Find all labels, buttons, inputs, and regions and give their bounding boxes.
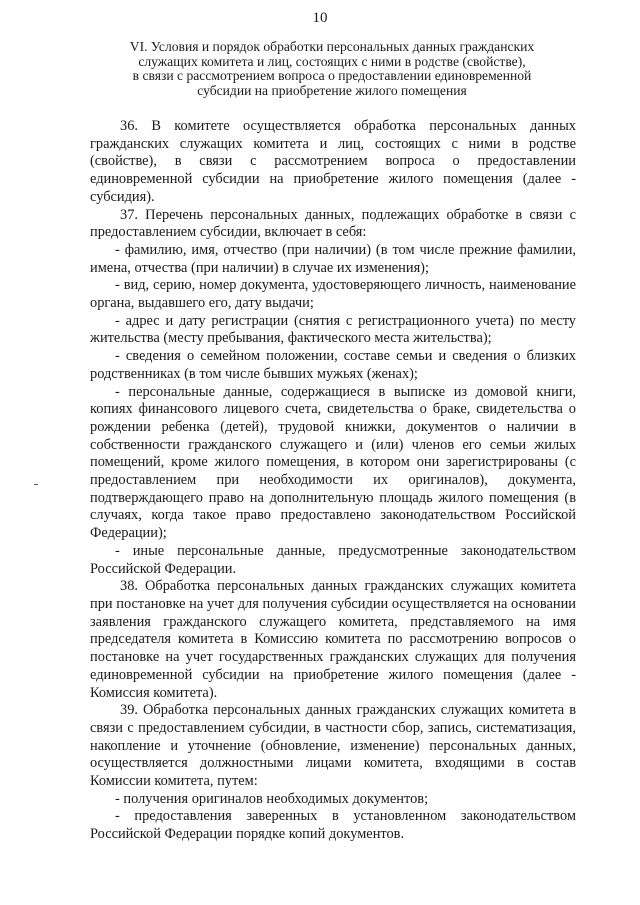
body-text xyxy=(90,118,576,844)
list-item-supporting-documents: - персональные данные, содержащиеся в выписке из домовой книги, копиях финансового лицевого счета, свидетельства о браке, свидетельства о рождении ребенка (детей), трудовой книжки, документов о наличии в собственности гражданского служащего и (или) членов его семьи жилых помещений, кроме жилого помещения, в котором они зарегистрированы (с предоставлением при необходимости их оригиналов), документа, подтверждающего право на дополнительную площадь жилого помещения (в случаях, когда такое право предоставлено законодательством Российской Федерации); xyxy=(90,383,576,542)
list-item-family-status: - сведения о семейном положении, составе семьи и сведения о близких родственниках (в том числе бывших мужьях (женах); xyxy=(90,348,576,382)
section-title-line: VI. Условия и порядок обработки персональных данных гражданских xyxy=(129,39,535,54)
page-number: 10 xyxy=(312,10,328,26)
paragraph-38: 38. Обработка персональных данных гражданских служащих комитета при постановке на учет для получения субсидии осуществляется на основании заявления гражданского служащего комитета, представляемого на имя председателя комитета в Комиссию комитета по рассмотрению вопросов о постановке на учет государственных гражданских служащих для получения единовременной субсидии на приобретение жилого помещения (далее - Комиссия комитета). xyxy=(90,578,576,701)
list-item-originals: - получения оригиналов необходимых документов; xyxy=(115,790,429,807)
list-item-name: - фамилию, имя, отчество (при наличии) (в том числе прежние фамилии, имена, отчества (при наличии) в случае их изменения); xyxy=(90,241,576,276)
list-item-other-data: - иные персональные данные, предусмотренные законодательством Российской Федерации. xyxy=(90,542,576,577)
paragraph-37: 37. Перечень персональных данных, подлежащих обработке в связи с предоставлением субсидии, включает в себя: xyxy=(90,206,576,241)
section-title xyxy=(92,40,572,98)
scan-mark xyxy=(34,484,38,485)
section-title-line: служащих комитета и лиц, состоящих с ними в родстве (свойстве), xyxy=(138,53,526,69)
section-title-line: в связи с рассмотрением вопроса о предоставлении единовременной xyxy=(132,68,532,84)
section-title-line: субсидии на приобретение жилого помещения xyxy=(197,82,467,98)
list-item-registration-address: - адрес и дату регистрации (снятия с регистрационного учета) по месту жительства (месту пребывания, фактического места жительства); xyxy=(90,312,576,347)
paragraph-39: 39. Обработка персональных данных гражданских служащих комитета в связи с предоставлением субсидии, в частности сбор, запись, систематизация, накопление и уточнение (обновление, изменение) персональных данных, осуществляется должностными лицами комитета, входящими в состав Комиссии комитета, путем: xyxy=(90,702,576,790)
list-item-certified-copies: - предоставления заверенных в установленном законодательством Российской Федерации порядке копий документов. xyxy=(90,808,576,843)
list-item-identity-document: - вид, серию, номер документа, удостоверяющего личность, наименование органа, выдавшего его, дату выдачи; xyxy=(90,277,576,312)
paragraph-36: 36. В комитете осуществляется обработка персональных данных гражданских служащих комитета и лиц, состоящих с ними в родстве (свойстве), в связи с рассмотрением вопроса о предоставлении единовременной субсидии на приобретение жилого помещения (далее - субсидия). xyxy=(90,118,576,205)
